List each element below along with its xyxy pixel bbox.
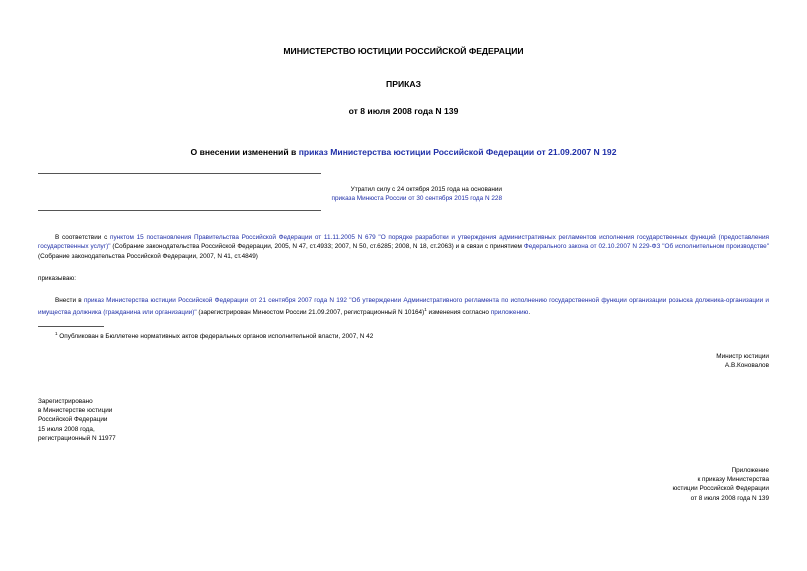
preamble-paragraph [38, 233, 769, 261]
appendix-block [672, 466, 769, 503]
appendix-line-2: к приказу Министерства [697, 476, 769, 484]
preamble-text-3: (Собрание законодательства Российской Федерации, 2007, N 41, ст.4849) [38, 252, 258, 260]
footnote-rule [38, 326, 104, 327]
order-text-4: . [528, 309, 531, 317]
appendix-line-1: Приложение [731, 467, 769, 474]
order-text-1: Внести в [55, 297, 84, 304]
document-title [0, 147, 807, 157]
order-text-3: изменения согласно [426, 309, 491, 317]
registration-line-1: Зарегистрировано [38, 398, 93, 405]
doc-type-heading: ПРИКАЗ [386, 79, 421, 89]
resolution-679-link[interactable]: пунктом 15 постановления Правительства Российской Федерации от 11.11.2005 N 679 "О порядке разработки и утверждения административных регламентов исполнения государственных функций (предоставления государственных услуг)" [38, 234, 769, 251]
signature-name: А.В.Коновалов [724, 362, 769, 370]
preamble-text-1: В соответствии с [55, 234, 111, 241]
order-192-link[interactable]: приказ Министерства юстиции Российской Федерации от 21 сентября 2007 года N 192 "Об утверждении Административного регламента по исполнению государственной функции организации розыска должника-организации и имущества должника (гражданина или организации)" [38, 297, 769, 317]
registration-line-2: в Министерстве юстиции [38, 407, 113, 415]
signature-block [716, 352, 769, 370]
date-number: от 8 июля 2008 года N 139 [348, 106, 459, 116]
ministry-heading: МИНИСТЕРСТВО ЮСТИЦИИ РОССИЙСКОЙ ФЕДЕРАЦИИ [283, 46, 524, 56]
repeal-notice-line: Утратил силу с 24 октября 2015 года на основании [350, 186, 502, 193]
preamble-text-2: (Собрание законодательства Российской Федерации, 2005, N 47, ст.4933; 2007, N 50, ст.6285; 2008, N 18, ст.2063) и в связи с принятием [110, 243, 524, 251]
registration-line-5: регистрационный N 11977 [38, 434, 116, 442]
footnote [55, 329, 373, 341]
title-prefix: О внесении изменений в [190, 147, 299, 157]
footnote-number: 1 [55, 331, 58, 336]
order-paragraph [38, 296, 769, 318]
notice-bottom-rule [38, 210, 321, 211]
order-word: приказываю: [38, 275, 76, 282]
footnote-text: Опубликован в Бюллетене нормативных актов федеральных органов исполнительной власти, 2007, N 42 [57, 333, 374, 341]
title-order-link[interactable]: приказ Министерства юстиции Российской Федерации от 21.09.2007 N 192 [298, 147, 617, 157]
appendix-line-3: юстиции Российской Федерации [672, 485, 769, 493]
registration-line-3: Российской Федерации [38, 416, 108, 424]
repeal-order-link[interactable]: приказа Минюста России от 30 сентября 2015 года N 228 [331, 195, 502, 203]
appendix-link[interactable]: приложению [490, 309, 529, 317]
federal-law-229-link[interactable]: Федерального закона от 02.10.2007 N 229-ФЗ "Об исполнительном производстве" [523, 243, 769, 251]
registration-line-4: 15 июля 2008 года, [38, 425, 95, 433]
repeal-notice [38, 185, 502, 203]
signature-position: Министр юстиции [716, 353, 769, 360]
notice-top-rule [38, 173, 321, 174]
appendix-line-4: от 8 июля 2008 года N 139 [690, 494, 769, 502]
registration-block [38, 397, 116, 443]
footnote-ref: 1 [424, 307, 427, 313]
order-text-2: (зарегистрирован Минюстом России 21.09.2007, регистрационный N 10164) [196, 309, 425, 317]
